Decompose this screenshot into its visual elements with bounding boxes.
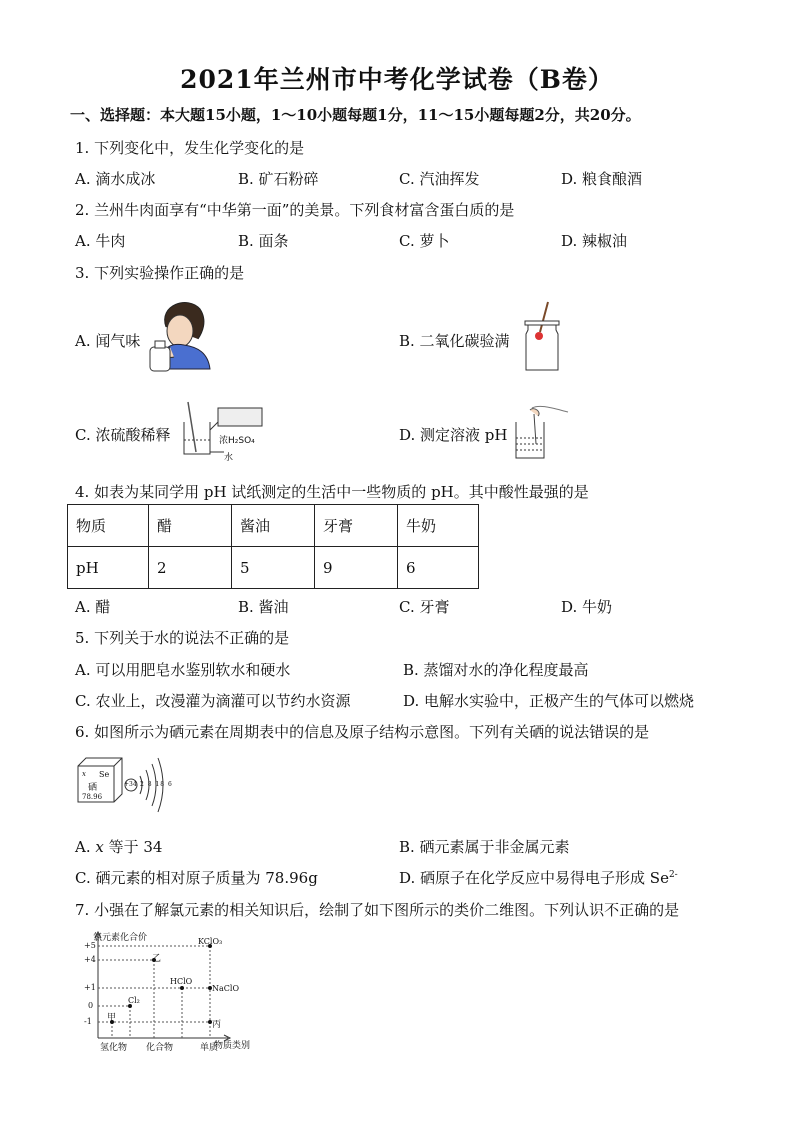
chart-y-tick: +1 [84, 983, 96, 992]
table-cell: 2 [149, 547, 232, 589]
q3-option-a: A. 闻气味 [75, 332, 141, 350]
q1-option-c: C. 汽油挥发 [399, 170, 480, 188]
question-4-stem: 4. 如表为某同学用 pH 试纸测定的生活中一些物质的 pH。其中酸性最强的是 [75, 483, 589, 501]
chart-y-tick: +4 [84, 955, 96, 964]
question-3-stem: 3. 下列实验操作正确的是 [75, 264, 245, 282]
q5-option-d: D. 电解水实验中，正极产生的气体可以燃烧 [403, 692, 695, 710]
q2-option-c: C. 萝卜 [399, 232, 450, 250]
chart-point-label: Cl₂ [128, 996, 140, 1005]
chart-point-label: KClO₃ [198, 937, 223, 946]
q6-option-c: C. 硒元素的相对原子质量为 78.96g [75, 869, 318, 887]
question-6-stem: 6. 如图所示为硒元素在周期表中的信息及原子结构示意图。下列有关硒的说法错误的是 [75, 723, 650, 741]
q2-option-b: B. 面条 [238, 232, 289, 250]
chart-y-tick: +5 [84, 941, 96, 950]
ph-table [67, 504, 479, 589]
chart-x-label-compound: 化合物 [146, 1043, 174, 1053]
chart-y-title: 氯元素化合价 [93, 933, 148, 943]
co2-test-illustration [522, 300, 562, 372]
q5-option-a: A. 可以用肥皂水鉴别软水和硬水 [75, 661, 291, 679]
q1-option-a: A. 滴水成冰 [75, 170, 156, 188]
q2-option-a: A. 牛肉 [75, 232, 126, 250]
table-row [68, 505, 479, 547]
question-5-stem: 5. 下列关于水的说法不正确的是 [75, 629, 290, 647]
table-cell: 牙膏 [315, 505, 398, 547]
element-mass: 78.96 [82, 793, 103, 801]
nucleus-charge: +34 [124, 781, 137, 788]
chart-y-tick: 0 [88, 1001, 94, 1010]
table-cell: 5 [232, 547, 315, 589]
table-cell: 醋 [149, 505, 232, 547]
chart-x-label-element: 单质 [200, 1043, 219, 1053]
q4-option-b: B. 酱油 [238, 598, 289, 616]
q4-option-d: D. 牛奶 [561, 598, 613, 616]
table-cell: 物质 [68, 505, 149, 547]
question-7-stem: 7. 小强在了解氯元素的相关知识后，绘制了如下图所示的类价二维图。下列认识不正确的是 [75, 901, 680, 919]
question-1-stem: 1. 下列变化中，发生化学变化的是 [75, 139, 305, 157]
element-number: x [82, 770, 86, 778]
table-cell: 牛奶 [398, 505, 479, 547]
q5-option-c: C. 农业上，改漫灌为滴灌可以节约水资源 [75, 692, 351, 710]
q3-option-b: B. 二氧化碳验满 [399, 332, 510, 350]
page-title: 2021年兰州市中考化学试卷（B卷） [180, 65, 614, 94]
q1-option-d: D. 粮食酿酒 [561, 170, 643, 188]
table-cell: 6 [398, 547, 479, 589]
table-cell: 9 [315, 547, 398, 589]
chart-y-tick: -1 [84, 1017, 92, 1026]
chart-point-label: 丙 [212, 1020, 222, 1030]
chart-point-label: HClO [170, 977, 193, 986]
table-cell: 酱油 [232, 505, 315, 547]
chlorine-valence-chart [78, 930, 268, 1055]
ph-test-illustration [512, 404, 572, 460]
q3-option-d: D. 测定溶液 pH [399, 426, 508, 444]
question-2-stem: 2. 兰州牛肉面享有“中华第一面”的美景。下列食材富含蛋白质的是 [75, 201, 515, 219]
water-label: 水 [224, 453, 234, 463]
element-name: 硒 [88, 783, 98, 793]
table-row [68, 547, 479, 589]
q5-option-b: B. 蒸馏对水的净化程度最高 [403, 661, 589, 679]
q3-option-c: C. 浓硫酸稀释 [75, 426, 171, 444]
chart-x-title: 物质类别 [214, 1041, 251, 1051]
q2-option-d: D. 辣椒油 [561, 232, 628, 250]
smelling-gas-illustration [148, 297, 212, 372]
q1-option-b: B. 矿石粉碎 [238, 170, 319, 188]
q6-option-d: D. 硒原子在化学反应中易得电子形成 $Se^{2-}$ [399, 869, 678, 887]
q4-option-a: A. 醋 [75, 598, 111, 616]
chart-point-label: 乙 [152, 954, 162, 964]
table-cell: pH [68, 547, 149, 589]
q4-option-c: C. 牙膏 [399, 598, 450, 616]
chart-x-label-hydride: 氢化物 [100, 1043, 128, 1053]
electron-shells: 2 8 18 6 [140, 781, 173, 788]
section-heading: 一、选择题：本大题15小题，1～10小题每题1分，11～15小题每题2分，共20分。 [70, 106, 641, 124]
q6-option-a: A. x 等于 34 [75, 838, 163, 856]
q6-option-b: B. 硒元素属于非金属元素 [399, 838, 570, 856]
chart-point-label: 甲 [107, 1013, 117, 1023]
chart-point-label: NaClO [212, 984, 240, 993]
acid-bottle-label: 浓H₂SO₄ [219, 436, 255, 446]
element-symbol: Se [99, 770, 110, 779]
